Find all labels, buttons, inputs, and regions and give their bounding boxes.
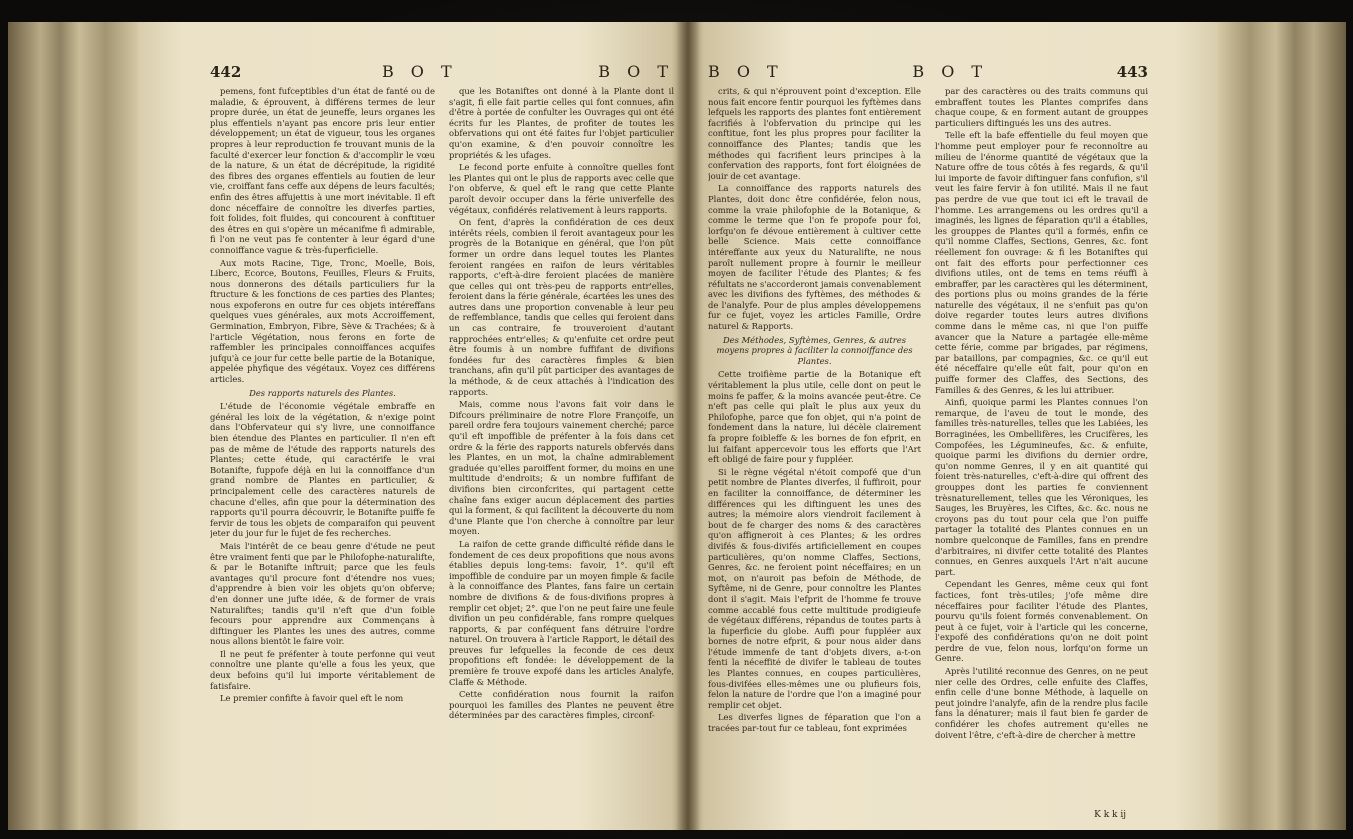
paragraph: Cette troifième partie de la Botanique eft véritablement la plus utile, celle dont on peut le moins fe paffer, & la moins avancée peut-être. Ce n'eft pas celle qui plaît le plus aux yeux du Philofophe, parce que fon objet, qui n'a point de fondement dans la nature, lui décèle clairement fa propre foibleffe & les bornes de fon efprit, en lui faifant appercevoir tous les efforts que l'Art eft obligé de faire pour y fuppléer. bbox=[708, 369, 921, 465]
right-page-header bbox=[708, 62, 1148, 84]
open-book bbox=[8, 22, 1346, 830]
paragraph: Cette confidération nous fournit la raifon pourquoi les familles des Plantes ne peuvent être déterminées par des caractères fimples, circonf- bbox=[449, 689, 674, 721]
section-subheading: Des Méthodes, Syftèmes, Genres, & autres moyens propres à faciliter la connoiffance des Plantes. bbox=[716, 334, 913, 366]
paragraph: Telle eft la bafe effentielle du feul moyen que l'homme peut employer pour fe reconnoître au milieu de l'énorme quantité de végétaux que la Nature offre de tous côtés à fes regards, & qu'il lui importe de favoir diftinguer fans confufion, s'il veut les faire fervir à fon utilité. Mais il ne faut pas perdre de vue que tout ici eft le travail de l'homme. Les arrangemens ou les ordres qu'il a imaginés, les lignes de féparation qu'il a établies, les grouppes de Plantes qu'il a formés, enfin ce qu'il nomme Claffes, Sections, Genres, &c. font réellement fon ouvrage: & fi les Botaniftes qui ont fait des efforts pour perfectionner ces divifions utiles, ont de tems en tems réuffi à embraffer, par les caractères qui les déterminent, des portions plus ou moins grandes de la férie naturelle des végétaux, il ne s'enfuit pas qu'on doive regarder toutes leurs autres divifions comme dans le même cas, ni que l'on puiffe avancer que la Nature a partagée elle-même cette férie, comme par brigades, par régimens, par bataillons, par compagnies, &c. ce qu'il eut été néceffaire qu'elle eût fait, pour qu'on en puiffe former des Claffes, des Sections, des Familles & des Genres, & les lui attribuer. bbox=[935, 130, 1148, 395]
paragraph: Cependant les Genres, même ceux qui font factices, font très-utiles; j'ofe même dire néceffaires pour faciliter l'étude des Plantes, pourvu qu'ils foient formés convenablement. On peut à ce fujet, voir à l'article qui les concerne, l'expofé des confidérations qu'on ne doit point perdre de vue, felon nous, lorfqu'on forme un Genre. bbox=[935, 579, 1148, 664]
paragraph: Mais, comme nous l'avons fait voir dans le Difcours préliminaire de notre Flore Françoife, un pareil ordre fera toujours vainement cherché; parce qu'il eft impoffible de préfenter à la fois dans cet ordre & la férie des rapports naturels obfervés dans les Plantes, en un mot, la chaîne admirablement graduée qu'elles paroiffent former, du moins en une multitude d'endroits; & un nombre fuffifant de divifions bien circonfcrites, qui partagent cette chaîne fans exiger aucun déplacement des parties qui la forment, & qui facilitent la découverte du nom d'une Plante que l'on cherche à connoître par leur moyen. bbox=[449, 399, 674, 537]
paragraph: La raifon de cette grande difficulté réfide dans le fondement de ces deux propofitions que nous avons établies depuis long-tems: favoir, 1°. qu'il eft impoffible de conduire par un moyen fimple & facile à la connoiffance des Plantes, fans faire un certain nombre de divifions & de fous-divifions propres à remplir cet objet; 2°. que l'on ne peut faire une feule divifion un peu confidérable, fans rompre quelques rapports, & par conféquent fans détruire l'ordre naturel. On trouvera à l'article Rapport, le détail des preuves fur lefquelles la feconde de ces deux propofitions eft fondée: le développement de la première fe trouve expofé dans les articles Analyfe, Claffe & Méthode. bbox=[449, 538, 674, 687]
section-subheading: Des rapports naturels des Plantes. bbox=[249, 387, 396, 398]
text-columns bbox=[708, 86, 1148, 742]
paragraph: Si le règne végétal n'étoit compofé que d'un petit nombre de Plantes diverfes, il fuffiroit, pour en faciliter la connoiffance, de déterminer les différences qui les diftinguent les unes des autres; la mémoire alors viendroit facilement à bout de fe charger des noms & des caractères qu'on affigneroit à ces Plantes; & les ordres divifés & fous-divifés artificiellement en coupes particulières, qu'on nomme Claffes, Sections, Genres, &c. ne feroient point néceffaires; en un mot, on n'auroit pas befoin de Méthode, de Syftême, ni de Genre, pour connoître les Plantes dont il s'agit. Mais l'efprit de l'homme fe trouve comme accablé fous cette multitude prodigieufe de végétaux différens, répandus de toutes parts à la fuperficie du globe. Auffi pour fuppléer aux bornes de notre efprit, & pour nous aider dans l'étude immenfe de tant d'objets divers, a-t-on fenti la néceffité de divifer le tableau de toutes les Plantes connues, en coupes particulières, fous-divifées elles-mêmes une ou plufieurs fois, felon la nature de l'ordre que l'on a imaginé pour remplir cet objet. bbox=[708, 466, 921, 710]
running-head: B O T bbox=[598, 62, 674, 81]
paragraph: pemens, font fufceptibles d'un état de fanté ou de maladie, & éprouvent, à différens termes de leur propre durée, un état de jeuneffe, leurs organes les plus effentiels n'ayant pas encore pris leur entier développement; un état de vigueur, tous les organes propres à leur reproduction fe trouvant munis de la faculté d'exercer leur fonction & d'accomplir le vœu de la nature, & un état de décrépitude, la rigidité des fibres des organes effentiels au foutien de leur vie, croiffant fans ceffe aux dépens de leurs facultés; enfin des êtres affujettis à une mort inévitable. Il eft donc néceffaire de connoître les diverfes parties, foit folides, foit fluides, qui concourent à conftituer des êtres en qui s'opère un mécanifme fi admirable, fi l'on ne veut pas fe contenter à leur égard d'une connoiffance vague & très-fuperficielle. bbox=[210, 86, 435, 255]
paragraph: On fent, d'après la confidération de ces deux intérêts réels, combien il feroit avantageux pour les progrès de la Botanique en général, que l'on pût former un ordre dans lequel toutes les Plantes feroient rangées en raifon de leurs véritables rapports, c'eft-à-dire feroient placées de manière que celles qui ont très-peu de rapports entr'elles, feroient dans la férie générale, écartées les unes des autres dans une proportion convenable à leur peu de reffemblance, tandis que celles qui feroient dans un cas contraire, fe trouveroient d'autant rapprochées entr'elles; & qu'enfuite cet ordre peut être foumis à un nombre fuffifant de divifions fondées fur des caractères fimples & bien tranchans, afin qu'il pût participer des avantages de la méthode, & de ceux attachés à l'indication des rapports. bbox=[449, 217, 674, 397]
text-column bbox=[210, 86, 435, 723]
paragraph: Il ne peut fe préfenter à toute perfonne qui veut connoître une plante qu'elle a fous les yeux, que deux befoins qu'il lui importe véritablement de fatisfaire. bbox=[210, 648, 435, 691]
text-column bbox=[935, 86, 1148, 742]
text-column bbox=[449, 86, 674, 723]
right-page bbox=[688, 22, 1218, 830]
left-page bbox=[138, 22, 688, 830]
paragraph: Mais l'intérêt de ce beau genre d'étude ne peut être vraiment fenti que par le Philofophe-naturalifte, & par le Botanifte inftruit; parce que les feuls avantages qu'il procure font d'étendre nos vues; d'apprendre à bien voir les objets qu'on obferve; d'en donner une jufte idée, & de former de vrais Naturaliftes; tandis qu'il n'eft que d'un foible fecours pour apprendre aux Commençans à diftinguer les Plantes les unes des autres, comme nous allons bientôt le faire voir. bbox=[210, 540, 435, 647]
running-head: B O T bbox=[381, 62, 458, 81]
left-page-header bbox=[210, 62, 674, 84]
paragraph: par des caractères ou des traits communs qui embraffent toutes les Plantes comprifes dans chaque coupe, & en forment autant de grouppes particuliers diftingués les uns des autres. bbox=[935, 86, 1148, 128]
paragraph: crits, & qui n'éprouvent point d'exception. Elle nous fait encore fentir pourquoi les fyftèmes dans lefquels les rapports des plantes font entièrement facrifiés à l'obfervation du principe qui les conftitue, font les plus propres pour faciliter la connoiffance des Plantes; tandis que les méthodes qui facrifient leurs principes à la confervation des rapports, font fort éloignées de jouir de cet avantage. bbox=[708, 86, 921, 181]
paragraph: Le premier confifte à favoir quel eft le nom bbox=[220, 693, 404, 704]
page-number-right: 443 bbox=[1116, 63, 1148, 81]
signature-mark: K k k ij bbox=[1094, 810, 1126, 820]
paragraph: que les Botaniftes ont donné à la Plante dont il s'agit, fi elle fait partie celles qui font connues, afin d'être à portée de confulter les Ouvrages qui ont été écrits fur les Plantes, de profiter de toutes les obfervations qui ont été faites fur l'objet particulier qu'on examine, & d'en pouvoir connoître les propriétés & les ufages. bbox=[449, 86, 674, 160]
paragraph: Après l'utilité reconnue des Genres, on ne peut nier celle des Ordres, celle enfuite des Claffes, enfin celle d'une bonne Méthode, à laquelle on peut joindre l'analyfe, afin de la rendre plus facile fans la dénaturer; mais il faut bien fe garder de confidérer les chofes autrement qu'elles ne doivent l'être, c'eft-à-dire de chercher à mettre bbox=[935, 666, 1148, 740]
running-head: B O T bbox=[708, 62, 784, 81]
paragraph: Aux mots Racine, Tige, Tronc, Moelle, Bois, Liberc, Ecorce, Boutons, Feuilles, Fleurs & Fruits, nous donnerons des détails particuliers fur la ftructure & les fonctions de ces parties des Plantes; nous expoferons en outre fur ces objets intéreffans quelques vues générales, aux mots Accroiffement, Germination, Embryon, Fibre, Sève & Trachées; & à l'article Végétation, nous ferons en forte de raffembler les principales connoiffances acquifes jufqu'à ce jour fur cette belle partie de la Botanique, appelée phyfique des végétaux. Voyez ces différens articles. bbox=[210, 257, 435, 385]
page-number-left: 442 bbox=[210, 63, 242, 81]
text-column bbox=[708, 86, 921, 742]
right-page-edges bbox=[1218, 22, 1346, 830]
left-page-edges bbox=[8, 22, 138, 830]
paragraph: Le fecond porte enfuite à connoître quelles font les Plantes qui ont le plus de rapports avec celle que l'on obferve, & quel eft le rang que cette Plante paroît devoir occuper dans la férie univerfelle des végétaux, confidérés relativement à leurs rapports. bbox=[449, 162, 674, 215]
paragraph: La connoiffance des rapports naturels des Plantes, doit donc être confidérée, felon nous, comme la vraie philofophie de la Botanique, & comme le terme que l'on fe propofe pour foi, lorfqu'on fe dévoue entièrement à cultiver cette belle Science. Mais cette connoiffance intéreffante aux yeux du Naturalifte, ne nous paroît nullement propre à fournir le meilleur moyen de faciliter l'étude des Plantes; & fes réfultats ne s'accorderont jamais convenablement avec les divifions des fyftèmes, des méthodes & de l'analyfe. Pour de plus amples développemens fur ce fujet, voyez les articles Famille, Ordre naturel & Rapports. bbox=[708, 183, 921, 332]
running-head: B O T bbox=[912, 62, 989, 81]
text-columns bbox=[210, 86, 674, 723]
paragraph: L'étude de l'économie végétale embraffe en général les loix de la végétation, & n'exige point dans l'Obfervateur qui s'y livre, une connoiffance bien étendue des Plantes en particulier. Il n'en eft pas de même de l'étude des rapports naturels des Plantes; cette étude, qui caractérife le vrai Botanifte, fuppofe déjà en lui la connoiffance d'un grand nombre de Plantes en particulier, & principalement celle des caractères naturels de chacune d'elles, afin que pour la détermination des rapports qu'il pourra découvrir, le Botanifte puiffe fe fervir de tous les objets de comparaifon qui peuvent jeter du jour fur le fujet de fes recherches. bbox=[210, 401, 435, 539]
paragraph: Les diverfes lignes de féparation que l'on a tracées par-tout fur ce tableau, font exprimées bbox=[708, 712, 921, 734]
book-gutter bbox=[676, 22, 700, 830]
paragraph: Ainfi, quoique parmi les Plantes connues l'on remarque, de l'aveu de tout le monde, des familles très-naturelles, telles que les Labiées, les Borraginées, les Ombellifères, les Crucifères, les Compofées, les Légumineufes, &c. & enfuite, quoique parmi les divifions du dernier ordre, qu'on nomme Genres, il y en ait quantité qui foient très-naturelles, c'eft-à-dire qui offrent des grouppes dont les parties fe conviennent trèsnaturellement, telles que les Véroniques, les Sauges, les Bruyères, les Ciftes, &c. &c. nous ne croyons pas du tout pour cela que l'on puiffe partager la totalité des Plantes connues en un nombre quelconque de Familles, fans en prendre d'arbitraires, ni divifer cette totalité des Plantes connues, en Genres auxquels l'Art n'ait aucune part. bbox=[935, 397, 1148, 577]
